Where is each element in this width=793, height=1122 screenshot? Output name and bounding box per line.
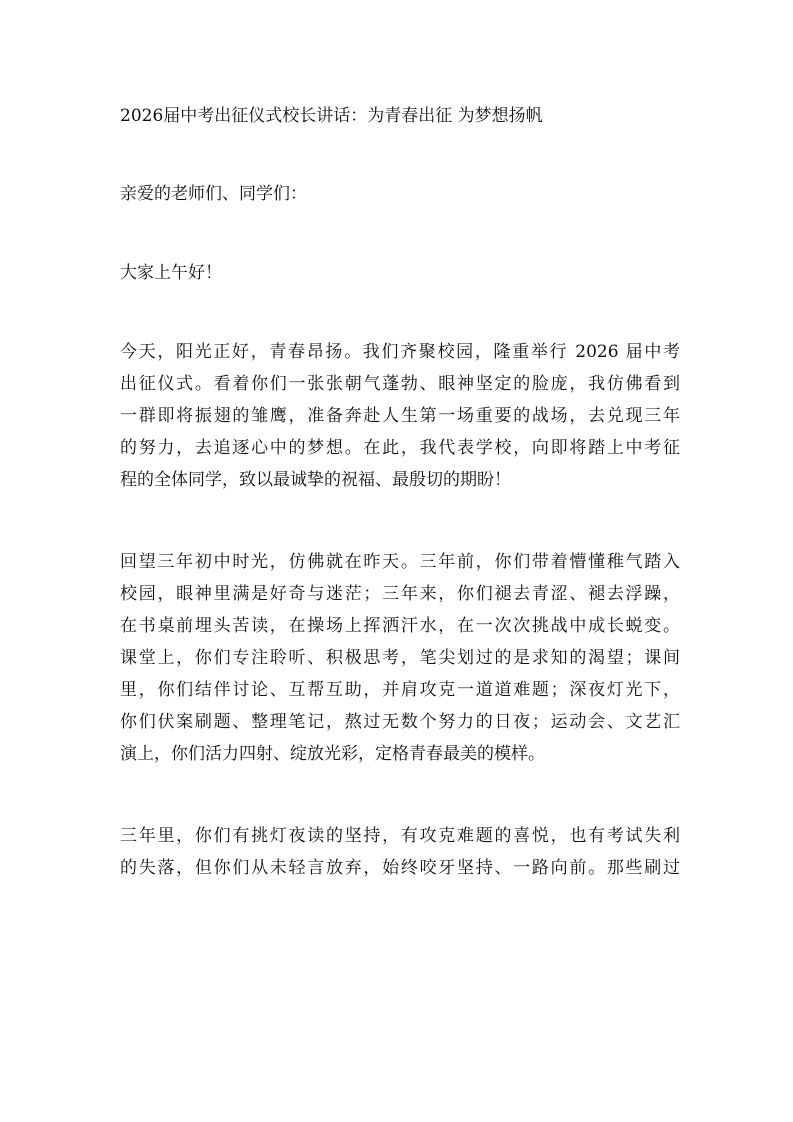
paragraph-line: 里，你们结伴讨论、互帮互助，并肩攻克一道道难题；深夜灯光下， bbox=[120, 680, 680, 700]
greeting-text: 亲爱的老师们、同学们： bbox=[120, 184, 307, 204]
paragraph-line: 的努力，去追逐心中的梦想。在此，我代表学校，向即将踏上中考征 bbox=[120, 438, 680, 458]
paragraph-3 bbox=[120, 820, 680, 884]
paragraph-line: 在书桌前埋头苦读，在操场上挥洒汗水，在一次次挑战中成长蜕变。 bbox=[120, 616, 680, 636]
paragraph-1 bbox=[120, 336, 680, 496]
paragraph-line: 程的全体同学，致以最诚挚的祝福、最殷切的期盼！ bbox=[120, 470, 511, 490]
salutation-text: 大家上午好！ bbox=[120, 263, 222, 283]
paragraph-line: 三年里，你们有挑灯夜读的坚持，有攻克难题的喜悦，也有考试失利 bbox=[120, 826, 680, 846]
greeting bbox=[120, 178, 680, 210]
paragraph-line: 回望三年初中时光，仿佛就在昨天。三年前，你们带着懵懂稚气踏入 bbox=[120, 552, 680, 572]
paragraph-line: 课堂上，你们专注聆听、积极思考，笔尖划过的是求知的渴望；课间 bbox=[120, 648, 680, 668]
paragraph-line: 出征仪式。看着你们一张张朝气蓬勃、眼神坚定的脸庞，我仿佛看到 bbox=[120, 374, 680, 394]
speech-title: 2026届中考出征仪式校长讲话：为青春出征 为梦想扬帆 bbox=[120, 106, 543, 126]
paragraph-line: 你们伏案刷题、整理笔记，熬过无数个努力的日夜；运动会、文艺汇 bbox=[120, 712, 680, 732]
paragraph-line: 今天，阳光正好，青春昂扬。我们齐聚校园，隆重举行 2026 届中考 bbox=[120, 342, 680, 362]
paragraph-2 bbox=[120, 546, 680, 770]
paragraph-line: 演上，你们活力四射、绽放光彩，定格青春最美的模样。 bbox=[120, 744, 545, 764]
document-body bbox=[120, 100, 680, 884]
paragraph-line: 一群即将振翅的雏鹰，准备奔赴人生第一场重要的战场，去兑现三年 bbox=[120, 406, 680, 426]
salutation bbox=[120, 257, 680, 289]
paragraph-line: 校园，眼神里满是好奇与迷茫；三年来，你们褪去青涩、褪去浮躁， bbox=[120, 584, 680, 604]
paragraph-line: 的失落，但你们从未轻言放弃，始终咬牙坚持、一路向前。那些刷过 bbox=[120, 858, 680, 878]
